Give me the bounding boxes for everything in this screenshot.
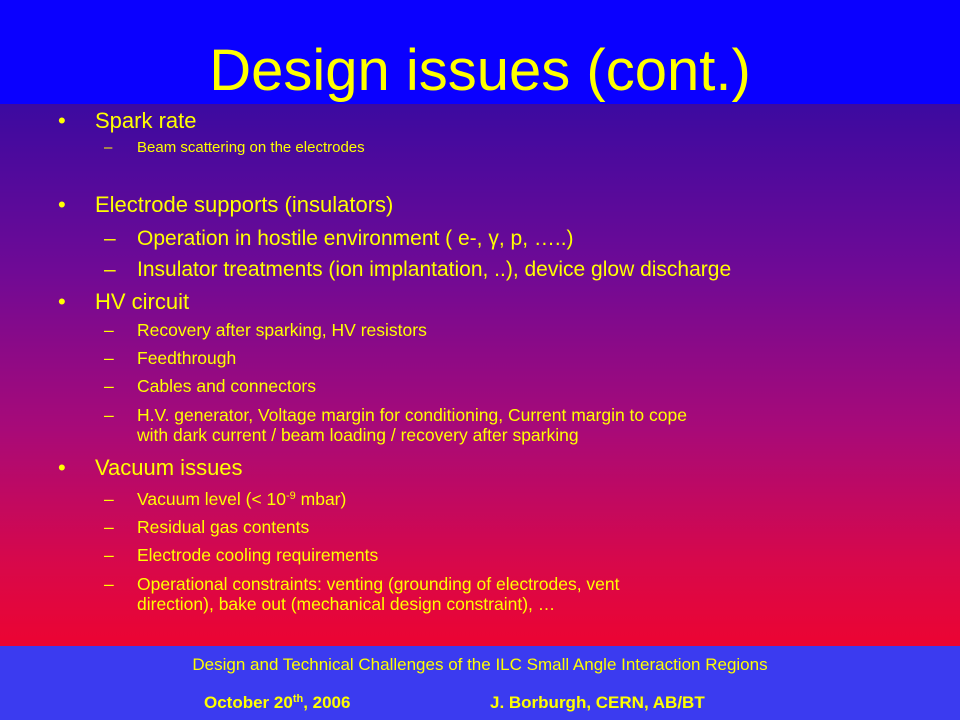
dash-icon: – — [104, 405, 114, 425]
sub-item-text: Cables and connectors — [137, 376, 316, 396]
vacuum-level-suffix: mbar) — [295, 489, 347, 509]
sub-item-text: Recovery after sparking, HV resistors — [137, 320, 427, 340]
bullet-icon: • — [58, 289, 66, 314]
slide-title: Design issues (cont.) — [209, 38, 751, 103]
sub-item-text: Insulator treatments (ion implantation, ..), device glow discharge — [137, 258, 732, 281]
dash-icon: – — [104, 574, 114, 594]
sub-item-text: Feedthrough — [137, 348, 237, 368]
bullet-icon: • — [58, 455, 66, 480]
sub-item-text: direction), bake out (mechanical design constraint), … — [137, 594, 556, 614]
bullet-text: Electrode supports (insulators) — [95, 192, 394, 217]
sub-item-text: H.V. generator, Voltage margin for conditioning, Current margin to cope — [137, 405, 687, 425]
vacuum-level-exponent: -9 — [286, 490, 296, 502]
sub-item-text: Residual gas contents — [137, 517, 310, 537]
sub-item-text: with dark current / beam loading / recovery after sparking — [137, 425, 579, 445]
dash-icon: – — [104, 139, 113, 156]
footer-author: J. Borburgh, CERN, AB/BT — [490, 693, 705, 712]
sub-item-text: Electrode cooling requirements — [137, 545, 379, 565]
bullet-text: Vacuum issues — [95, 455, 243, 480]
footer-date-prefix: October 20 — [204, 693, 293, 712]
bullet-text: Spark rate — [95, 108, 197, 133]
sub-item-text — [137, 489, 346, 509]
dash-icon: – — [104, 320, 114, 340]
footer-date-ordinal: th — [292, 693, 304, 705]
sub-item-text: Operational constraints: venting (grounding of electrodes, vent — [137, 574, 620, 594]
dash-icon: – — [104, 227, 116, 250]
bullet-icon: • — [58, 192, 66, 217]
sub-item-text: Beam scattering on the electrodes — [137, 139, 365, 156]
sub-item-text: Operation in hostile environment ( e-, γ, p, …..) — [137, 227, 574, 250]
dash-icon: – — [104, 545, 114, 565]
dash-icon: – — [104, 258, 116, 281]
dash-icon: – — [104, 489, 114, 509]
bullet-icon: • — [58, 108, 66, 133]
dash-icon: – — [104, 348, 114, 368]
vacuum-level-prefix: Vacuum level (< 10 — [137, 489, 286, 509]
bullet-text: HV circuit — [95, 289, 190, 314]
dash-icon: – — [104, 376, 114, 396]
footer-date — [204, 693, 350, 713]
footer-conference-title: Design and Technical Challenges of the ILC Small Angle Interaction Regions — [192, 655, 768, 674]
footer-date-suffix: , 2006 — [303, 693, 351, 712]
dash-icon: – — [104, 517, 114, 537]
